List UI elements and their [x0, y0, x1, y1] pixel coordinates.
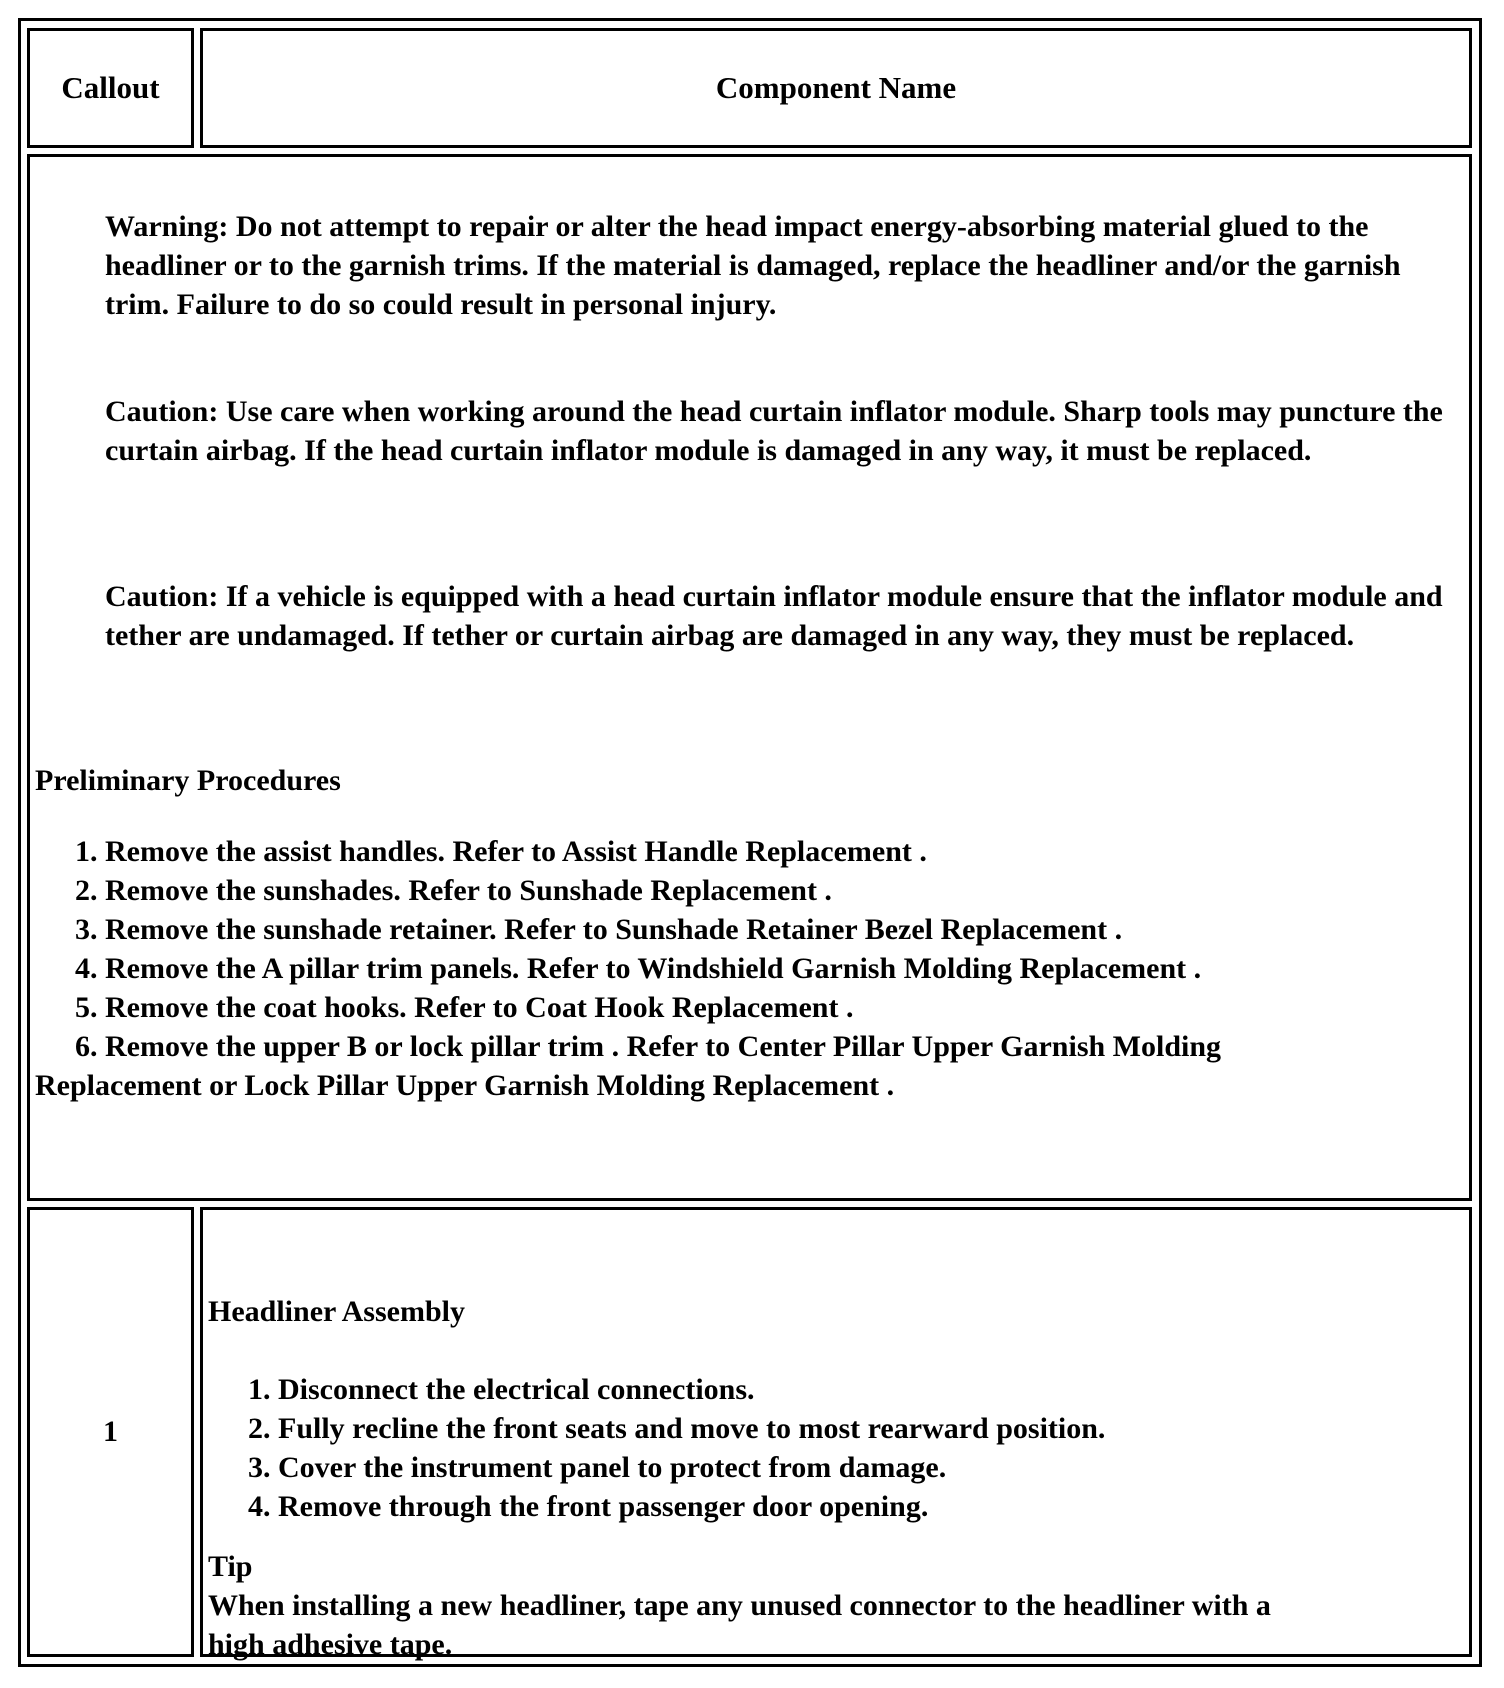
row-callout-number: 1	[103, 1415, 118, 1448]
tip-label: Tip	[208, 1550, 253, 1583]
procedure-table	[18, 18, 1482, 1667]
preliminary-step-continuation: Replacement or Lock Pillar Upper Garnish Molding Replacement .	[35, 1069, 895, 1102]
preliminary-step: 5. Remove the coat hooks. Refer to Coat Hook Replacement .	[75, 991, 854, 1024]
row-callout-cell	[27, 1207, 194, 1657]
notes-and-preliminary-cell	[27, 154, 1472, 1201]
component-step: 3. Cover the instrument panel to protect from damage.	[248, 1451, 947, 1484]
preliminary-step: 6. Remove the upper B or lock pillar trim . Refer to Center Pillar Upper Garnish Molding	[75, 1030, 1222, 1063]
component-step: 4. Remove through the front passenger door opening.	[248, 1490, 929, 1523]
tip-text-line: high adhesive tape.	[208, 1628, 453, 1661]
header-component-name-cell	[200, 28, 1472, 148]
component-steps-list	[248, 1370, 1105, 1526]
preliminary-steps-list	[75, 832, 1221, 1066]
component-step: 2. Fully recline the front seats and move to most rearward position.	[248, 1412, 1106, 1445]
preliminary-step: 4. Remove the A pillar trim panels. Refer to Windshield Garnish Molding Replacement .	[75, 952, 1202, 985]
component-step: 1. Disconnect the electrical connections.	[248, 1373, 755, 1406]
row-component-cell	[200, 1207, 1472, 1661]
tip-text-line: When installing a new headliner, tape any unused connector to the headliner with a	[208, 1589, 1271, 1622]
preliminary-step: 3. Remove the sunshade retainer. Refer to Sunshade Retainer Bezel Replacement .	[75, 913, 1123, 946]
component-title: Headliner Assembly	[208, 1295, 465, 1328]
caution-note-1: Caution: Use care when working around the head curtain inflator module. Sharp tools may puncture the curtain airbag. If the head curtain inflator module is damaged in any way, it must be replaced.	[105, 395, 1443, 467]
warning-note: Warning: Do not attempt to repair or alter the head impact energy-absorbing material glued to the headliner or to the garnish trims. If the material is damaged, replace the headliner and/or the garnish trim. Failure to do so could result in personal injury.	[105, 210, 1401, 321]
preliminary-procedures-title: Preliminary Procedures	[35, 764, 341, 797]
header-callout-cell	[27, 28, 194, 148]
preliminary-step: 2. Remove the sunshades. Refer to Sunshade Replacement .	[75, 874, 832, 907]
header-component-name-label: Component Name	[715, 70, 957, 105]
preliminary-step: 1. Remove the assist handles. Refer to Assist Handle Replacement .	[75, 835, 927, 868]
caution-note-2: Caution: If a vehicle is equipped with a head curtain inflator module ensure that the inflator module and tether are undamaged. If tether or curtain airbag are damaged in any way, they must be replaced.	[105, 580, 1443, 652]
header-callout-label: Callout	[61, 70, 160, 105]
